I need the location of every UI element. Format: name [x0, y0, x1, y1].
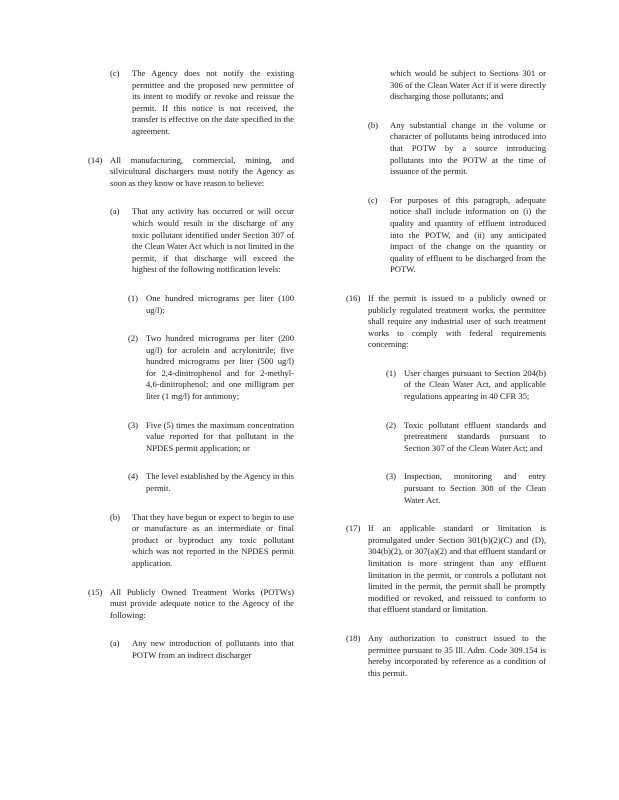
- paragraph-text: One hundred micrograms per liter (100 ug/l);: [146, 292, 294, 315]
- paragraph-text: Any substantial change in the volume or character of pollutants being introduced into that POTW by a source introducing pollutants into the POTW at the time of issuance of the permit.: [390, 119, 546, 177]
- paragraph-14: [88, 155, 294, 190]
- paragraph-text: The level established by the Agency in this permit.: [146, 471, 294, 494]
- paragraph-14a1: [88, 293, 294, 316]
- paragraph-text: All manufacturing, commercial, mining, and silvicultural dischargers must notify the Agency as soon as they know or have reason to believe:: [110, 154, 294, 188]
- paragraph-text: The Agency does not notify the existing permittee and the proposed new permittee of its intent to modify or revoke and reissue the permit. If this notice is not received, the transfer is effective on the date specified in the agreement.: [132, 68, 294, 136]
- paragraph-label: (4): [128, 471, 139, 482]
- paragraph-text: Toxic pollutant effluent standards and pretreatment standards pursuant to Section 307 of the Clean Water Act; and: [404, 419, 546, 453]
- paragraph-text: Five (5) times the maximum concentration value reported for that pollutant in the NPDES permit application; or: [146, 419, 294, 453]
- paragraph-13c: [88, 68, 294, 138]
- paragraph-16-3: [346, 471, 546, 506]
- paragraph-18: [346, 633, 546, 679]
- paragraph-15b: [346, 120, 546, 178]
- paragraph-label: (2): [386, 419, 397, 430]
- paragraph-label: (2): [128, 333, 139, 344]
- paragraph-16-1: [346, 368, 546, 403]
- paragraph-text: For purposes of this paragraph, adequate notice shall include information on (i) the quality and quantity of effluent introduced into the POTW, and (ii) any anticipated impact of the change on the quantity or quality of effluent to be discharged from the POTW.: [390, 194, 546, 275]
- left-column: [88, 68, 294, 679]
- paragraph-label: (17): [346, 523, 361, 534]
- paragraph-15: [88, 587, 294, 622]
- paragraph-16: [346, 293, 546, 351]
- paragraph-text: Two hundred micrograms per liter (200 ug/l) for acrolein and acrylonitrile; five hundred micrograms per liter (500 ug/l) for 2,4-dinitrophenol and for 2-methyl-4,6-dinitrophenol; and one milligram per liter (1 mg/l) for antimony;: [146, 333, 294, 402]
- paragraph-15c: [346, 195, 546, 276]
- paragraph-label: (b): [110, 511, 121, 522]
- paragraph-15a: [88, 638, 294, 661]
- paragraph-text: which would be subject to Sections 301 or 306 of the Clean Water Act if it were directly discharging those pollutants; and: [390, 68, 546, 102]
- paragraph-label: (c): [110, 68, 120, 78]
- paragraph-text: Any new introduction of pollutants into that POTW from an indirect discharger: [132, 638, 294, 660]
- right-column: [346, 68, 546, 696]
- paragraph-label: (a): [110, 638, 120, 649]
- paragraph-text: User charges pursuant to Section 204(b) of the Clean Water Act, and applicable regulations appearing in 40 CFR 35;: [404, 367, 546, 402]
- paragraph-text: If an applicable standard or limitation is promulgated under Section 301(b)(2)(C) and (D), 304(b)(2), or 307(a)(2) and that effluent standard or limitation is more stringent than any effluent limitation in the permit, or controls a pollutant not limited in the permit, the permit shall be promptly modified or revoked, and reissued to conform to that effluent standard or limitation.: [368, 523, 546, 615]
- paragraph-label: (1): [128, 292, 139, 303]
- paragraph-label: (3): [128, 419, 139, 430]
- paragraph-label: (14): [88, 154, 103, 165]
- paragraph-text: If the permit is issued to a publicly owned or publicly regulated treatment works, the permittee shall require any industrial user of such treatment works to comply with federal requirements concerning:: [368, 292, 546, 350]
- paragraph-text: That they have begun or expect to begin to use or manufacture as an intermediate or final product or byproduct any toxic pollutant which was not reported in the NPDES permit application.: [132, 511, 294, 568]
- paragraph-label: (18): [346, 632, 361, 643]
- paragraph-label: (3): [386, 471, 397, 482]
- paragraph-14a4: [88, 471, 294, 494]
- paragraph-16-2: [346, 420, 546, 455]
- paragraph-label: (a): [110, 206, 120, 217]
- paragraph-text: Any authorization to construct issued to the permittee pursuant to 35 Ill. Adm. Code 309.154 is hereby incorporated by reference as a condition of this permit.: [368, 632, 546, 678]
- paragraph-label: (16): [346, 292, 361, 303]
- paragraph-14a2: [88, 333, 294, 403]
- paragraph-text: That any activity has occurred or will occur which would result in the discharge of any toxic pollutant identified under Section 307 of the Clean Water Act which is not limited in the permit, if that discharge will exceed the highest of the following notification levels:: [132, 206, 294, 275]
- paragraph-17: [346, 523, 546, 616]
- paragraph-14b: [88, 512, 294, 570]
- paragraph-label: (1): [386, 367, 397, 378]
- paragraph-text: All Publicly Owned Treatment Works (POTWs) must provide adequate notice to the Agency of the following:: [110, 586, 294, 620]
- paragraph-label: (15): [88, 586, 103, 597]
- paragraph-label: (c): [368, 194, 378, 205]
- paragraph-text: Inspection, monitoring and entry pursuant to Section 308 of the Clean Water Act.: [404, 471, 546, 505]
- paragraph-label: (b): [368, 119, 379, 130]
- paragraph-14a3: [88, 420, 294, 455]
- paragraph-15a-continued: [346, 68, 546, 103]
- paragraph-14a: [88, 206, 294, 276]
